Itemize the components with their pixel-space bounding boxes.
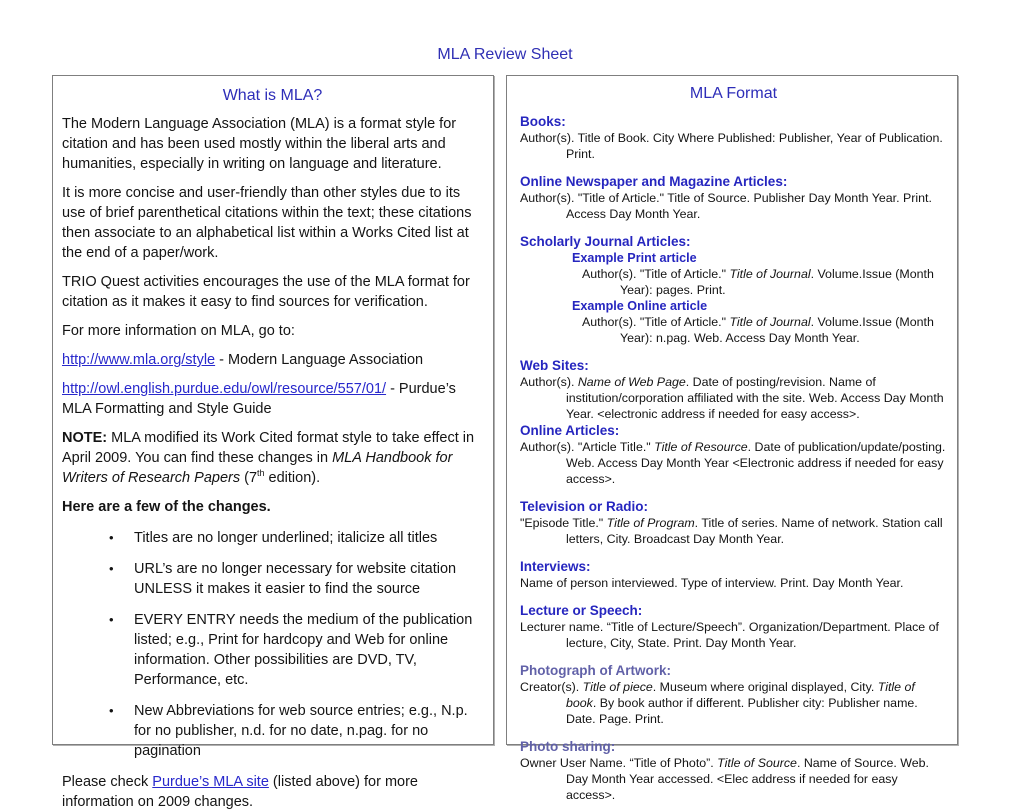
text-run: Titles are no longer underlined; italicize all titles <box>134 530 438 546</box>
text-run: edition). <box>264 470 321 486</box>
citation-text: Name of Web Page <box>577 375 686 389</box>
text-run: MLA modified its Work Cited format style to take effect in April 2009. You can find these changes in <box>62 430 475 466</box>
citation-text: Title of Journal <box>729 315 811 329</box>
text-run: New Abbreviations for web source entries; e.g., N.p. for no publisher, n.d. for no date, n.pag. for no pagination <box>134 703 468 759</box>
text-run: The Modern Language Association (MLA) is a format style for citation and has been used mostly within the liberal arts and humanities, especially in writing on language and literature. <box>62 116 457 172</box>
bullet-item <box>62 559 483 599</box>
section-heading: Scholarly Journal Articles: <box>520 234 691 249</box>
paragraph <box>62 183 483 263</box>
format-section <box>520 357 947 422</box>
citation-entry <box>520 439 947 487</box>
citation-text: Author(s). "Title of Article." Title of Source. Publisher Day Month Year. Print. Access Day Month Year. <box>520 191 932 221</box>
bullet-icon: • <box>109 561 114 576</box>
citation-text: Creator(s). <box>520 680 583 694</box>
citation-text: Author(s). "Title of Article." <box>582 267 730 281</box>
citation-entry <box>520 755 947 803</box>
citation-text: . Name of Source. Web. Day Month Year accessed. <Elec address if needed for easy access>. <box>566 756 929 802</box>
citation-text: . By book author if different. Publisher city: Publisher name. Date. Page. Print. <box>566 696 918 726</box>
text-run: URL’s are no longer necessary for website citation UNLESS it makes it easier to find the source <box>134 561 457 597</box>
section-heading: Photo sharing: <box>520 739 616 754</box>
citation-text: Title of Resource <box>654 440 748 454</box>
section-heading: Web Sites: <box>520 358 589 373</box>
citation-text: Author(s). <box>520 375 578 389</box>
citation-entry <box>520 515 947 547</box>
citation-text: Title of book <box>566 680 915 710</box>
format-section <box>520 498 947 547</box>
hyperlink[interactable]: Purdue’s MLA site <box>152 774 269 790</box>
citation-text: Author(s). Title of Book. City Where Published: Publisher, Year of Publication. Print. <box>520 131 943 161</box>
text-run: TRIO Quest activities encourages the use of the MLA format for citation as it makes it easy to find sources for verification. <box>62 274 470 310</box>
section-heading: Online Articles: <box>520 423 620 438</box>
citation-text: Title of piece <box>582 680 653 694</box>
section-heading: Lecture or Speech: <box>520 603 643 618</box>
what-is-mla-panel <box>52 75 494 810</box>
format-section <box>520 233 947 346</box>
format-section <box>520 422 947 487</box>
left-panel-body <box>62 114 483 812</box>
text-run: EVERY ENTRY needs the medium of the publication listed; e.g., Print for hardcopy and Web for online information. Other possibilities are DVD, TV, Performance, etc. <box>134 612 473 688</box>
citation-entry <box>520 130 947 162</box>
text-run: (listed above) for more information on 2009 changes. <box>62 774 418 810</box>
page-title: MLA Review Sheet <box>437 46 573 63</box>
format-section <box>520 173 947 222</box>
citation-text: Author(s). "Article Title." <box>520 440 655 454</box>
bullet-item <box>62 610 483 690</box>
citation-text: Name of person interviewed. Type of interview. Print. Day Month Year. <box>520 576 904 590</box>
paragraph <box>62 114 483 174</box>
paragraph <box>62 379 483 419</box>
citation-text: Author(s). "Title of Article." <box>582 315 730 329</box>
text-run: th <box>257 468 265 479</box>
section-heading: Interviews: <box>520 559 591 574</box>
citation-entry <box>520 314 947 346</box>
text-run: MLA Handbook for Writers of Research Papers <box>62 450 453 486</box>
text-run: For more information on MLA, go to: <box>62 323 295 339</box>
citation-text: Owner User Name. “Title of Photo”. <box>520 756 718 770</box>
text-run: - Purdue’s MLA Formatting and Style Guide <box>62 381 456 417</box>
citation-entry <box>520 679 947 727</box>
format-section <box>520 602 947 651</box>
citation-text: Title of Program <box>606 516 695 530</box>
section-heading: Television or Radio: <box>520 499 649 514</box>
bullet-icon: • <box>109 530 114 545</box>
bullet-icon: • <box>109 703 114 718</box>
citation-text: Title of Source <box>717 756 797 770</box>
left-panel-heading: What is MLA? <box>222 87 323 104</box>
text-run: - Modern Language Association <box>215 352 424 368</box>
bullet-item <box>62 528 483 548</box>
text-run: Here are a few of the changes. <box>62 499 271 515</box>
paragraph <box>62 350 483 370</box>
paragraph <box>62 321 483 341</box>
example-subheading: Example Print article <box>572 251 697 265</box>
citation-text: . Museum where original displayed, City. <box>652 680 878 694</box>
hyperlink[interactable]: http://www.mla.org/style <box>62 352 216 368</box>
paragraph <box>62 497 483 517</box>
citation-entry <box>520 266 947 298</box>
example-subheading: Example Online article <box>572 299 708 313</box>
citation-entry <box>520 374 947 422</box>
section-heading: Online Newspaper and Magazine Articles: <box>520 174 788 189</box>
citation-text: . Title of series. Name of network. Station call letters, City. Broadcast Day Month Year. <box>566 516 943 546</box>
format-section <box>520 558 947 591</box>
bullet-list <box>62 528 483 761</box>
paragraph <box>62 772 483 812</box>
mla-format-panel <box>506 75 958 802</box>
citation-text: . Date of publication/update/posting. Web. Access Day Month Year <Electronic address if needed for easy access>. <box>566 440 946 486</box>
right-panel-heading: MLA Format <box>689 85 778 102</box>
citation-text: . Date of posting/revision. Name of institution/corporation affiliated with the site. Web. Access Day Month Year. <electronic address if needed for easy access>. <box>566 375 944 421</box>
citation-text: Lecturer name. “Title of Lecture/Speech”. Organization/Department. Place of lecture, City, State. Print. Day Month Year. <box>520 620 939 650</box>
citation-entry <box>520 575 947 591</box>
citation-entry <box>520 619 947 651</box>
text-run: It is more concise and user-friendly than other styles due to its use of brief parenthetical citations within the text; these citations then associate to an alphabetical list within a Works Cited list at the end of a paper/work. <box>62 185 472 261</box>
bullet-item <box>62 701 483 761</box>
paragraph <box>62 272 483 312</box>
citation-entry <box>520 190 947 222</box>
hyperlink[interactable]: http://owl.english.purdue.edu/owl/resource/557/01/ <box>62 381 387 397</box>
format-section <box>520 113 947 162</box>
text-run: (7 <box>240 470 258 486</box>
citation-text: Title of Journal <box>729 267 811 281</box>
section-heading: Photograph of Artwork: <box>520 663 671 678</box>
citation-text: . Volume.Issue (Month Year): n.pag. Web. Access Day Month Year. <box>620 315 934 345</box>
format-section <box>520 662 947 727</box>
right-panel-body <box>520 113 947 803</box>
text-run: NOTE: <box>62 430 108 446</box>
format-section <box>520 738 947 803</box>
citation-text: "Episode Title." <box>520 516 607 530</box>
citation-text: . Volume.Issue (Month Year): pages. Print. <box>620 267 934 297</box>
text-run: Please check <box>62 774 153 790</box>
section-heading: Books: <box>520 114 566 129</box>
bullet-icon: • <box>109 612 114 627</box>
paragraph <box>62 428 483 488</box>
